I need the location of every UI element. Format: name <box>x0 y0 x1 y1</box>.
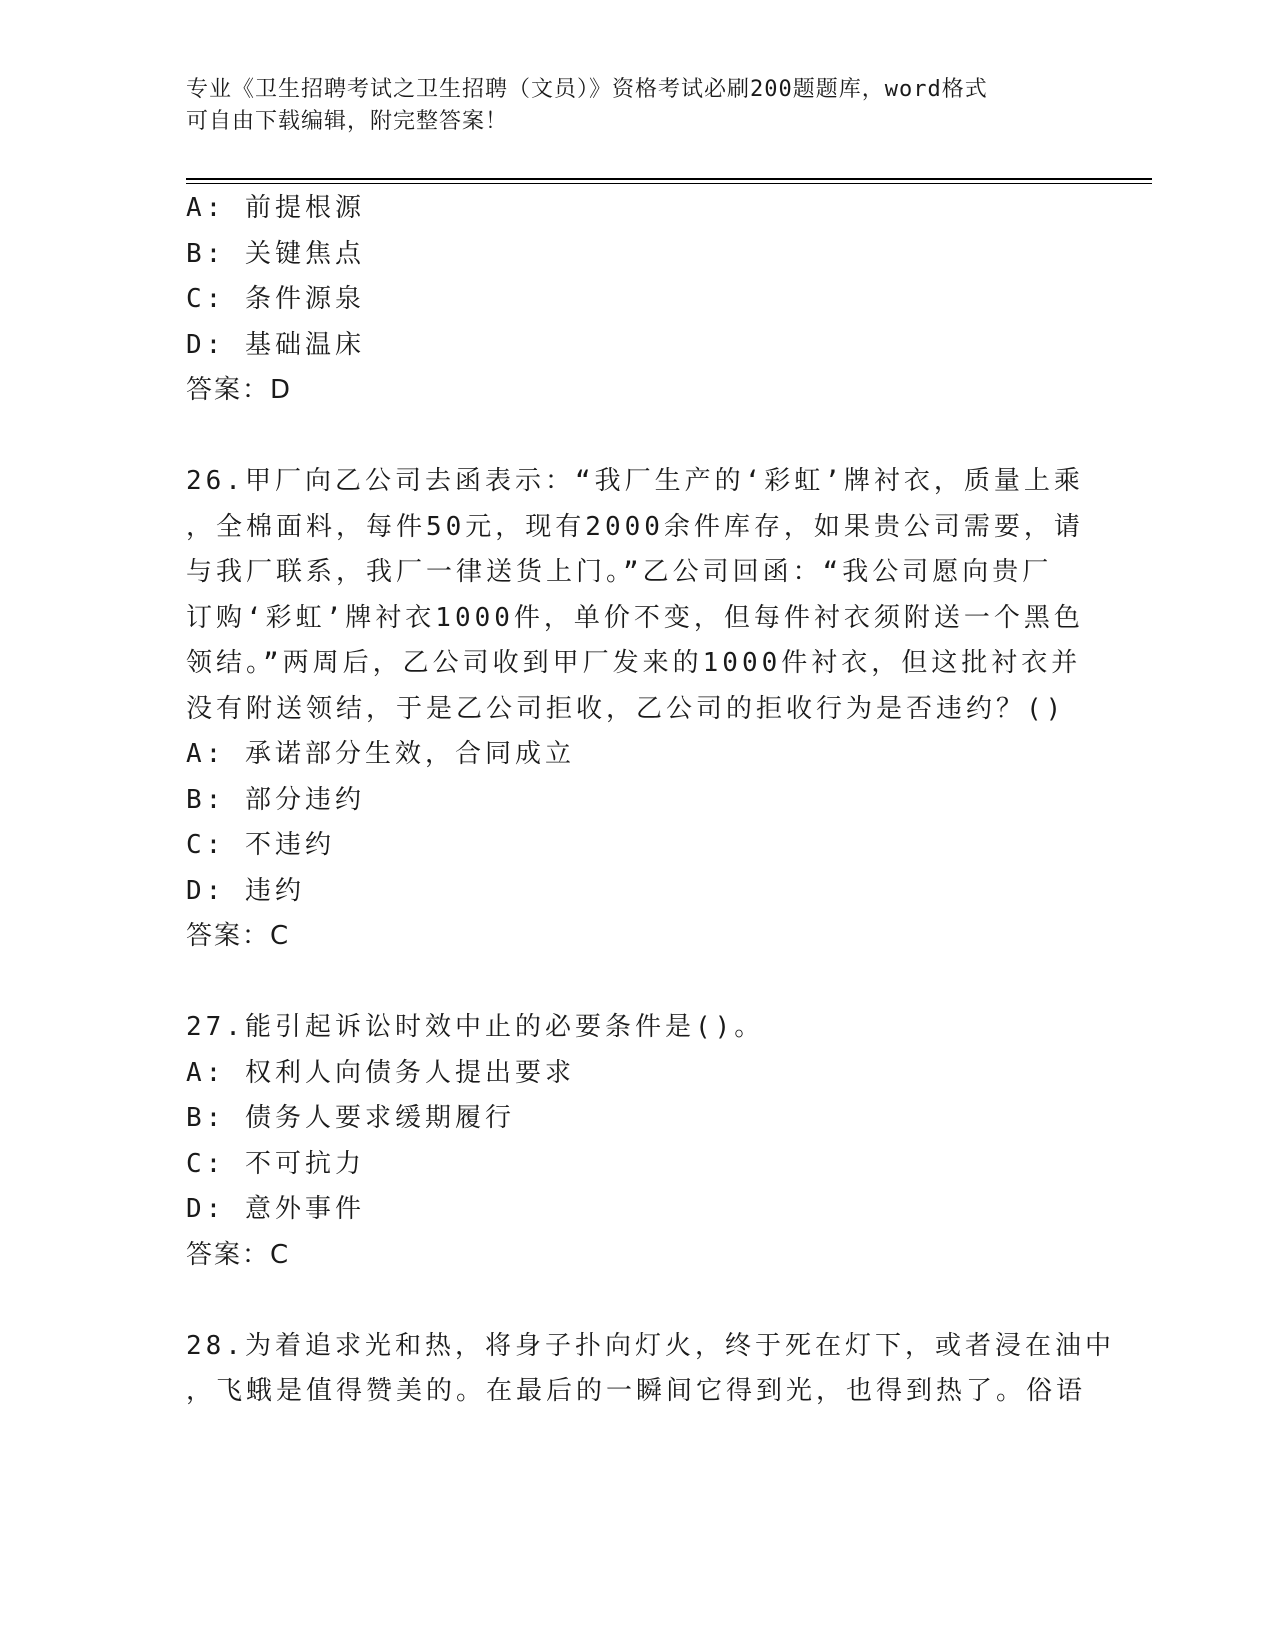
document-header <box>186 74 1066 138</box>
spacer <box>186 960 1086 1006</box>
question-28 <box>186 1324 1115 1415</box>
spacer <box>186 1278 1086 1324</box>
option-b: B: 债务人要求缓期履行 <box>186 1103 515 1133</box>
question-27 <box>186 1005 1086 1278</box>
question-25 <box>186 186 1086 414</box>
question-content <box>186 186 1115 1415</box>
header-rule-thin <box>186 183 1152 184</box>
header-rule-thick <box>186 178 1152 180</box>
option-d: D: 基础温床 <box>186 329 365 360</box>
question-stem-line: 26.甲厂向乙公司去函表示：“我厂生产的‘彩虹’牌衬衣，质量上乘 <box>186 466 1084 496</box>
option-d: D: 意外事件 <box>186 1194 365 1224</box>
option-b: B: 部分违约 <box>186 784 365 815</box>
option-c: C: 条件源泉 <box>186 284 365 314</box>
answer: 答案：D <box>186 375 293 405</box>
option-a: A: 前提根源 <box>186 193 365 223</box>
answer: 答案：C <box>186 921 291 951</box>
question-stem-line: 没有附送领结，于是乙公司拒收，乙公司的拒收行为是否违约？() <box>186 693 1066 724</box>
answer: 答案：C <box>186 1239 291 1270</box>
option-b: B: 关键焦点 <box>186 238 365 269</box>
header-line-2: 可自由下载编辑，附完整答案！ <box>186 109 509 134</box>
question-stem-line: 订购‘彩虹’牌衬衣1000件，单价不变，但每件衬衣须附送一个黑色 <box>186 602 1084 633</box>
spacer <box>186 414 1086 460</box>
option-c: C: 不可抗力 <box>186 1148 365 1179</box>
option-c: C: 不违约 <box>186 830 335 860</box>
question-stem-line: ，全棉面料，每件50元，现有2000余件库存，如果贵公司需要，请 <box>186 511 1084 542</box>
option-d: D: 违约 <box>186 875 305 906</box>
question-stem-line: 领结。”两周后，乙公司收到甲厂发来的1000件衬衣，但这批衬衣并 <box>186 648 1082 678</box>
question-stem-line: ，飞蛾是值得赞美的。在最后的一瞬间它得到光，也得到热了。俗语 <box>186 1376 1087 1406</box>
question-26 <box>186 459 1086 960</box>
question-stem-line: 与我厂联系，我厂一律送货上门。”乙公司回函：“我公司愿向贵厂 <box>186 557 1053 587</box>
option-a: A: 承诺部分生效，合同成立 <box>186 739 575 769</box>
question-stem-line: 28.为着追求光和热，将身子扑向灯火，终于死在灯下，或者浸在油中 <box>186 1330 1115 1361</box>
question-stem-line: 27.能引起诉讼时效中止的必要条件是()。 <box>186 1012 765 1042</box>
option-a: A: 权利人向债务人提出要求 <box>186 1057 575 1088</box>
header-line-1: 专业《卫生招聘考试之卫生招聘（文员）》资格考试必刷200题题库，word格式 <box>186 77 988 102</box>
